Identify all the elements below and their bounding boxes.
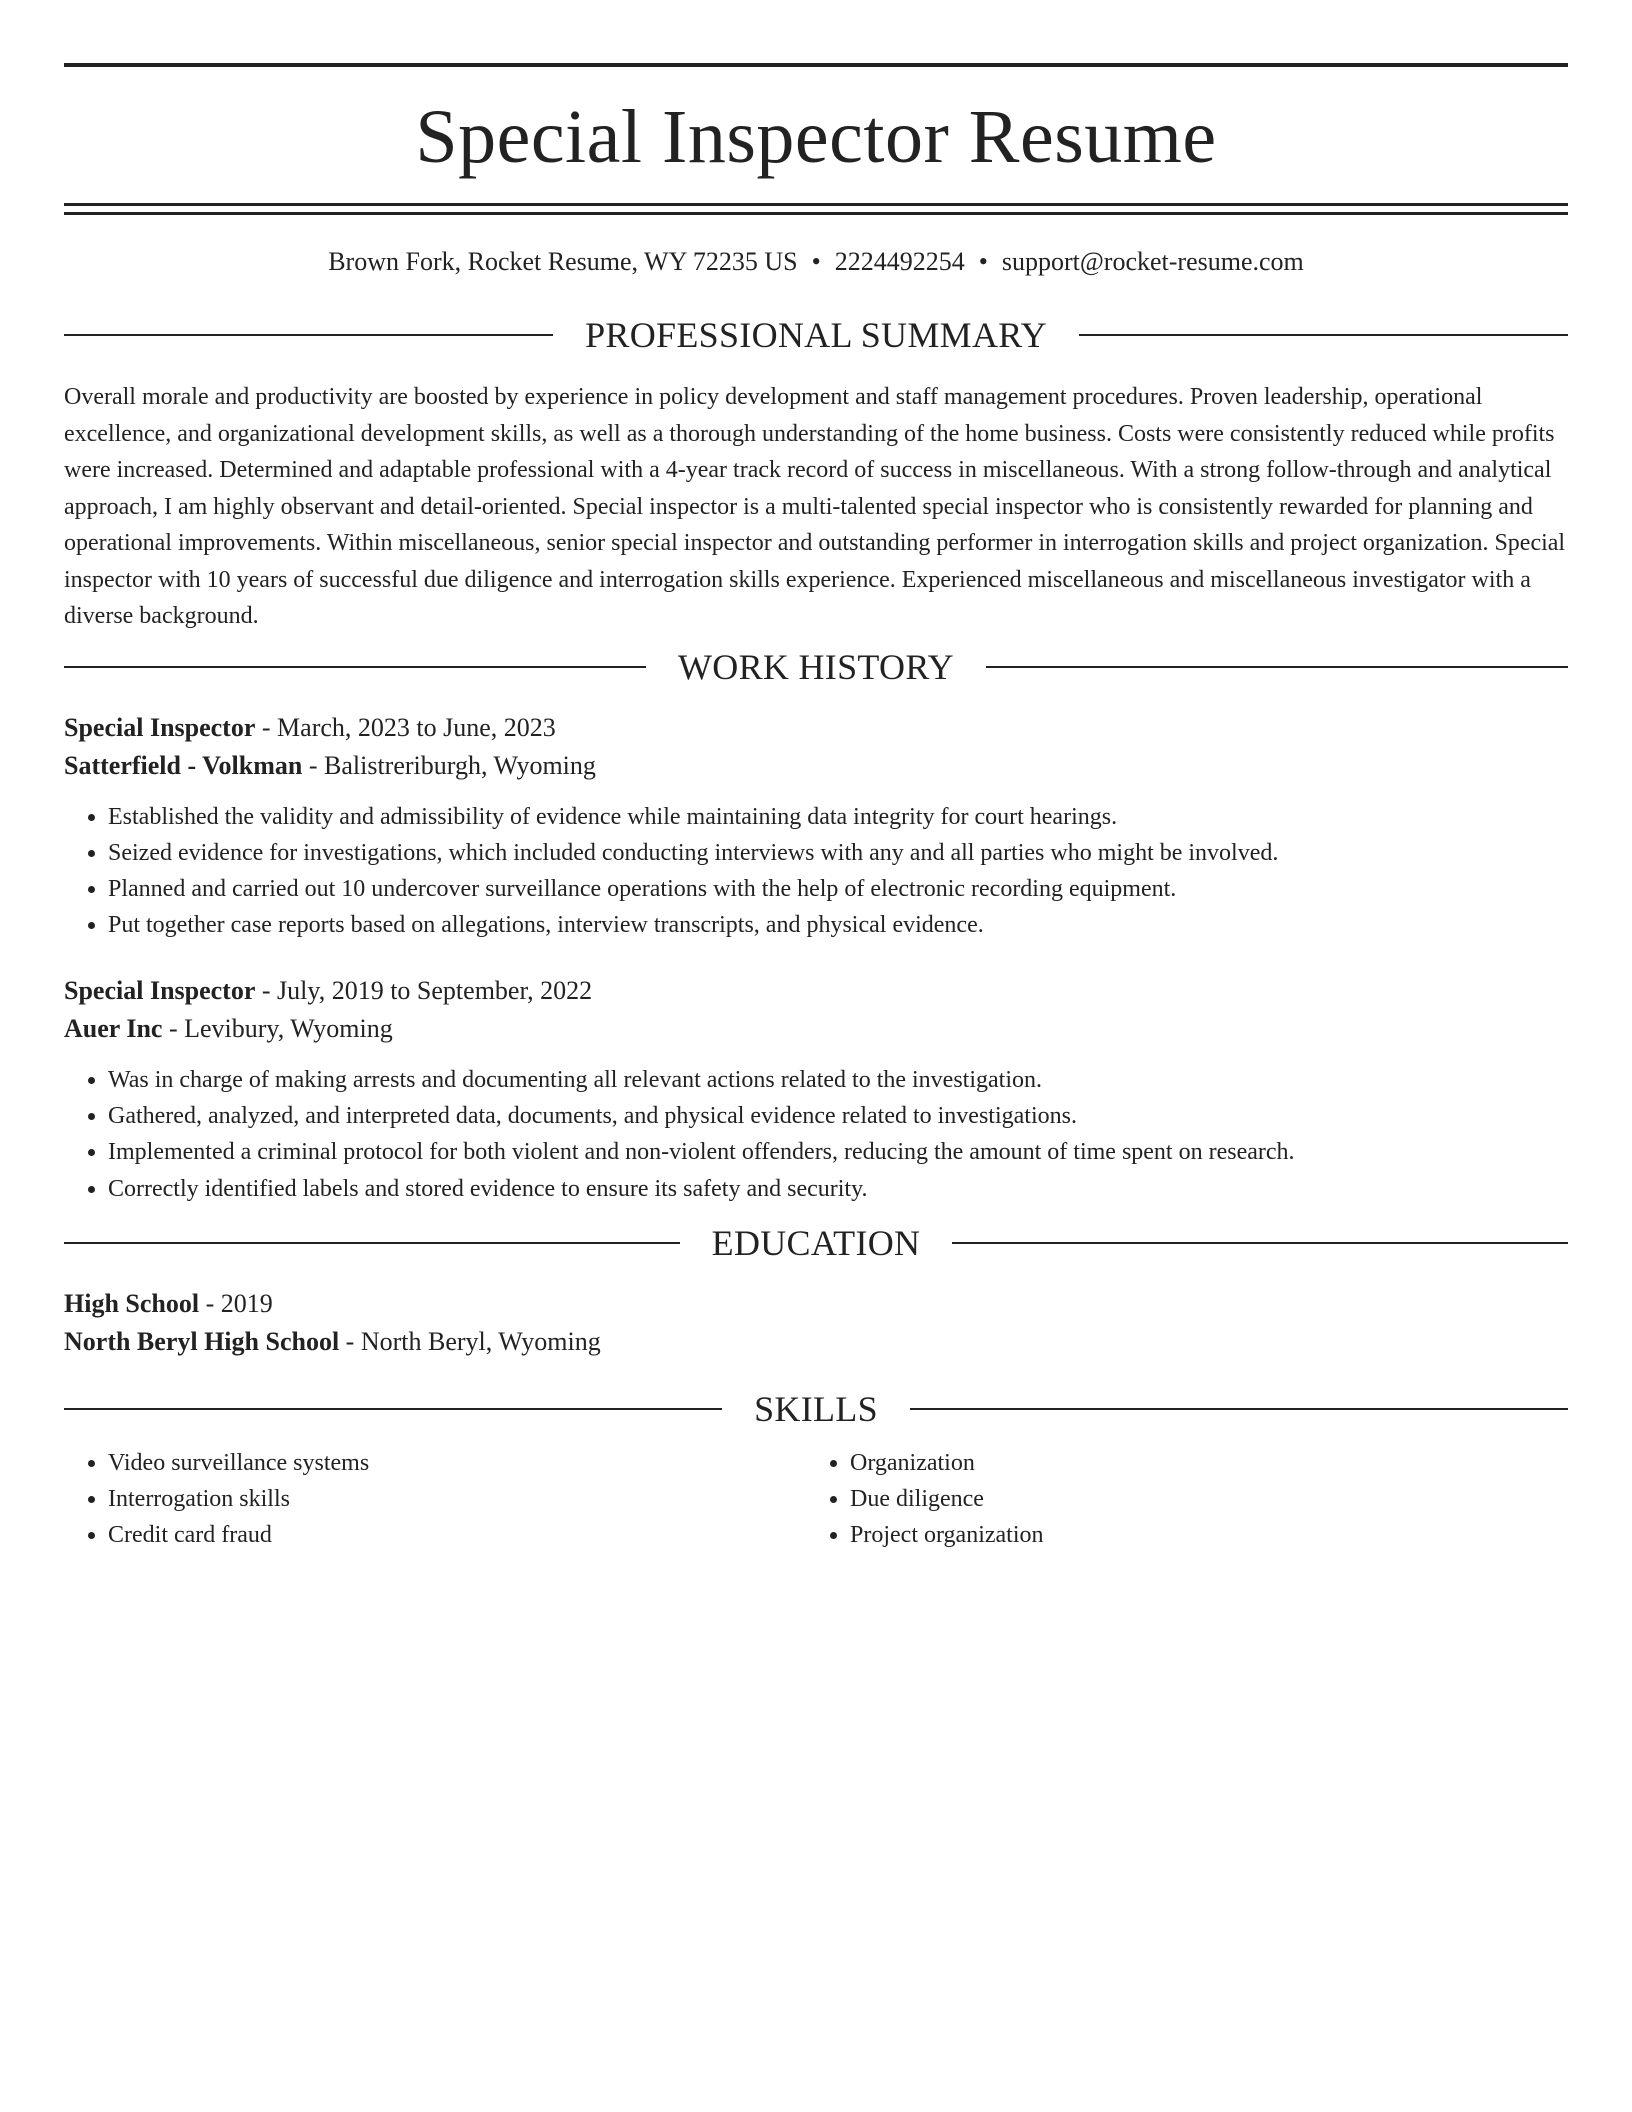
heading-rule <box>986 666 1568 668</box>
skill-item: • Due diligence <box>850 1481 1548 1517</box>
job-entry <box>64 972 1568 1207</box>
education-school-line <box>64 1323 1568 1361</box>
summary-heading <box>64 317 1568 353</box>
education-school: North Beryl High School <box>64 1326 340 1356</box>
skill-item: • Project organization <box>850 1517 1548 1553</box>
job-location: - Balistreriburgh, Wyoming <box>302 750 596 780</box>
list-item: • Correctly identified labels and stored evidence to ensure its safety and security. <box>108 1171 1568 1207</box>
job-entry <box>64 709 1568 944</box>
heading-rule <box>64 666 646 668</box>
list-item: • Established the validity and admissibility of evidence while maintaining data integrity for court hearings. <box>108 799 1568 835</box>
top-rule <box>64 63 1568 67</box>
job-title-line <box>64 709 1568 747</box>
job-location: - Levibury, Wyoming <box>162 1013 393 1043</box>
skills-heading <box>64 1388 1568 1429</box>
job-dates: - July, 2019 to September, 2022 <box>255 975 593 1005</box>
skill-item: • Video surveillance systems <box>108 1445 806 1481</box>
education-year: - 2019 <box>199 1288 273 1318</box>
skill-item: • Interrogation skills <box>108 1481 806 1517</box>
job-bullets <box>64 1062 1568 1207</box>
education-heading-label: EDUCATION <box>711 1222 921 1263</box>
education-heading <box>64 1222 1568 1263</box>
heading-rule <box>64 334 553 336</box>
job-company-line <box>64 747 1568 785</box>
heading-rule <box>64 1408 722 1410</box>
list-item: • Planned and carried out 10 undercover surveillance operations with the help of electronic recording equipment. <box>108 871 1568 907</box>
skills-heading-label: SKILLS <box>754 1388 878 1429</box>
list-item: • Put together case reports based on allegations, interview transcripts, and physical evidence. <box>108 907 1568 943</box>
job-company-line <box>64 1010 1568 1048</box>
page-title: Special Inspector Resume <box>415 95 1217 179</box>
job-dates: - March, 2023 to June, 2023 <box>255 712 556 742</box>
skills-list-right <box>806 1445 1548 1553</box>
summary-heading-label: PROFESSIONAL SUMMARY <box>585 315 1047 355</box>
heading-rule <box>952 1242 1568 1244</box>
contact-separator: • <box>978 247 988 276</box>
contact-phone: 2224492254 <box>834 247 965 276</box>
education-location: - North Beryl, Wyoming <box>339 1326 601 1356</box>
list-item: • Seized evidence for investigations, which included conducting interviews with any and all parties who might be involved. <box>108 835 1568 871</box>
contact-separator: • <box>811 247 821 276</box>
job-company: Satterfield - Volkman <box>64 750 303 780</box>
contact-email: support@rocket-resume.com <box>1001 247 1304 276</box>
contact-address: Brown Fork, Rocket Resume, WY 72235 US <box>328 247 798 276</box>
contact-line <box>64 249 1568 279</box>
education-entry <box>64 1285 1568 1361</box>
list-item: • Implemented a criminal protocol for both violent and non-violent offenders, reducing the amount of time spent on research. <box>108 1134 1568 1170</box>
skill-item: • Credit card fraud <box>108 1517 806 1553</box>
list-item: • Was in charge of making arrests and documenting all relevant actions related to the investigation. <box>108 1062 1568 1098</box>
skills-columns <box>64 1445 1568 1553</box>
education-degree-line <box>64 1285 1568 1323</box>
title-double-rule <box>64 203 1568 215</box>
summary-text: Overall morale and productivity are boosted by experience in policy development and staff management procedures. Proven leadership, operational excellence, and organizational development skills, as well as a thorough understanding of the home business. Costs were consistently reduced while profits were increased. Determined and adaptable professional with a 4-year track record of success in miscellaneous. With a strong follow-through and analytical approach, I am highly observant and detail-oriented. Special inspector is a multi-talented special inspector who is consistently rewarded for planning and operational improvements. Within miscellaneous, senior special inspector and outstanding performer in interrogation skills and project organization. Special inspector with 10 years of successful due diligence and interrogation skills experience. Experienced miscellaneous and miscellaneous investigator with a diverse background. <box>64 384 1566 629</box>
job-title-line <box>64 972 1568 1010</box>
heading-rule <box>910 1408 1568 1410</box>
job-company: Auer Inc <box>64 1013 163 1043</box>
skill-item: • Organization <box>850 1445 1548 1481</box>
list-item: • Gathered, analyzed, and interpreted data, documents, and physical evidence related to investigations. <box>108 1098 1568 1134</box>
education-degree: High School <box>64 1288 200 1318</box>
job-bullets <box>64 799 1568 944</box>
work-heading <box>64 646 1568 687</box>
heading-rule <box>1079 334 1568 336</box>
job-title: Special Inspector <box>64 712 256 742</box>
heading-rule <box>64 1242 680 1244</box>
skills-list-left <box>64 1445 806 1553</box>
job-title: Special Inspector <box>64 975 256 1005</box>
work-heading-label: WORK HISTORY <box>678 646 954 687</box>
